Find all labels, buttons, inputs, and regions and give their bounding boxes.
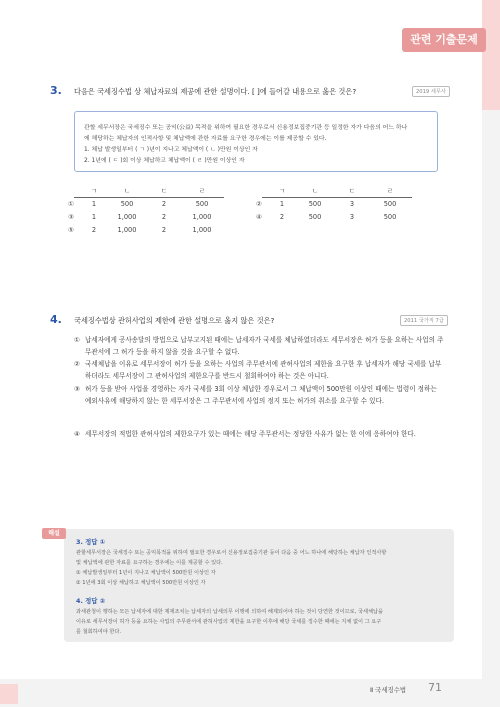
box-line: 에 해당하는 체납자의 인적사항 및 체납액에 관한 자료를 요구한 경우에는 이를 제공할 수 있다. — [84, 136, 327, 142]
choice-text: 세무서장의 적법한 관허사업의 제한요구가 있는 때에는 해당 주무관서는 정당한 사유가 없는 한 이에 응하여야 한다. — [85, 430, 416, 438]
choice-mark: ③ — [74, 385, 80, 393]
choice-text: 국세체납을 이유로 세무서장이 허가 등을 요하는 사업의 주무관서에 관허사업의 제한을 요구한 후 납세자가 해당 국세를 납부하더라도 세무서장이 그 관허사업의 제한요구를 반드시 철회하여야 하는 것은 아니다. — [85, 360, 442, 380]
footer-bar — [0, 679, 500, 707]
question-3-number: 3. — [50, 84, 62, 97]
box-line: 관할 세무서장은 국세징수 또는 공익(公益) 목적을 위하여 필요한 경우로서 신용정보집중기관 등 일정한 자가 다음의 어느 하나 — [84, 125, 408, 131]
choice-mark: ② — [74, 360, 80, 368]
choice-text: 납세자에게 공사송달의 방법으로 납부고지된 때에는 납세자가 국세를 체납하였더라도 세무서장은 허가 등을 요하는 사업의 주무관서에 그 허가 등을 하지 않을 것을 요구할 수 없다. — [85, 336, 444, 356]
question-3-text: 다음은 국세징수법 상 체납자료의 제공에 관한 설명이다. [ ]에 들어갈 내용으로 옳은 것은? — [74, 87, 357, 96]
choice-text: 허가 등을 받아 사업을 경영하는 자가 국세를 3회 이상 체납한 경우로서 그 체납액이 500만원 이상인 때에는 법령이 정하는 예외사유에 해당하지 않는 한 세무서장은 그 주무관서에 사업의 정지 또는 허가의 취소를 요구할 수 있다. — [85, 385, 437, 405]
choice-mark: ④ — [74, 430, 80, 438]
answer-line: 관할세무서장은 국세징수 또는 공익목적을 위하여 필요한 경우로서 신용정보집중기관 등이 다음 중 어느 하나에 해당하는 체납자 인적사항 — [76, 550, 387, 556]
answer-3-head: 3. 정답 ① — [76, 538, 106, 546]
question-3-source: 2019 세무사 — [412, 86, 450, 97]
footer-accent — [0, 684, 18, 704]
options-left: ㄱ ㄴ ㄷ ㄹ ① 1 500 2 500 ③ 1 1,000 2 1,000 ⑤ 2 1,000 2 1,000 — [68, 187, 212, 234]
choice-item[interactable] — [74, 383, 444, 407]
answer-box — [64, 529, 454, 642]
answer-line: ② 1년에 3회 이상 체납하고 체납액이 500만원 이상인 자 — [76, 580, 206, 586]
box-line: 2. 1년에 ( ㄷ )회 이상 체납하고 체납액이 ( ㄹ )만원 이상인 자 — [84, 158, 245, 164]
box-line: 1. 체납 발생일부터 ( ㄱ )년이 지나고 체납액이 ( ㄴ )만원 이상인 자 — [84, 147, 258, 153]
side-tab-bar — [482, 0, 500, 707]
question-4-source: 2011 국가직 7급 — [400, 315, 448, 326]
question-4-number: 4. — [50, 313, 62, 326]
choice-mark: ① — [74, 336, 80, 344]
answer-line: 이유로 세무서장이 허가 등을 요하는 사업의 주무관서에 관허사업의 제한을 요구한 이후에 해당 국세를 징수한 때에는 지체 없이 그 요구 — [76, 619, 382, 625]
choice-item[interactable] — [74, 358, 444, 382]
choice-item[interactable] — [74, 428, 444, 440]
answer-line: 및 체납액에 관한 자료를 요구하는 경우에는 이를 제공할 수 있다. — [76, 560, 223, 566]
answer-line: 를 철회하여야 한다. — [76, 629, 122, 635]
answer-4-head: 4. 정답 ② — [76, 597, 106, 605]
page-number: 71 — [428, 681, 442, 694]
options-right: ㄱ ㄴ ㄷ ㄹ ② 1 500 3 500 ④ 2 500 3 500 — [256, 187, 397, 221]
answer-line: 과세관청이 행하는 모든 납세자에 대한 제재조치는 납세자의 납세의무 이행에 의하여 해제되어야 하는 것이 당연한 것이므로, 국세체납을 — [76, 609, 384, 615]
section-tab: 관련 기출문제 — [402, 28, 486, 52]
question-3-box — [74, 111, 438, 172]
footer-section: Ⅱ 국세징수법 — [370, 686, 407, 694]
answer-line: ① 체납발생일부터 1년이 지나고 체납액이 500만원 이상인 자 — [76, 570, 216, 576]
question-4-text: 국세징수법상 관허사업의 제한에 관한 설명으로 옳지 않은 것은? — [74, 316, 275, 325]
choice-item[interactable] — [74, 334, 444, 358]
answer-tag: 해설 — [42, 528, 66, 539]
